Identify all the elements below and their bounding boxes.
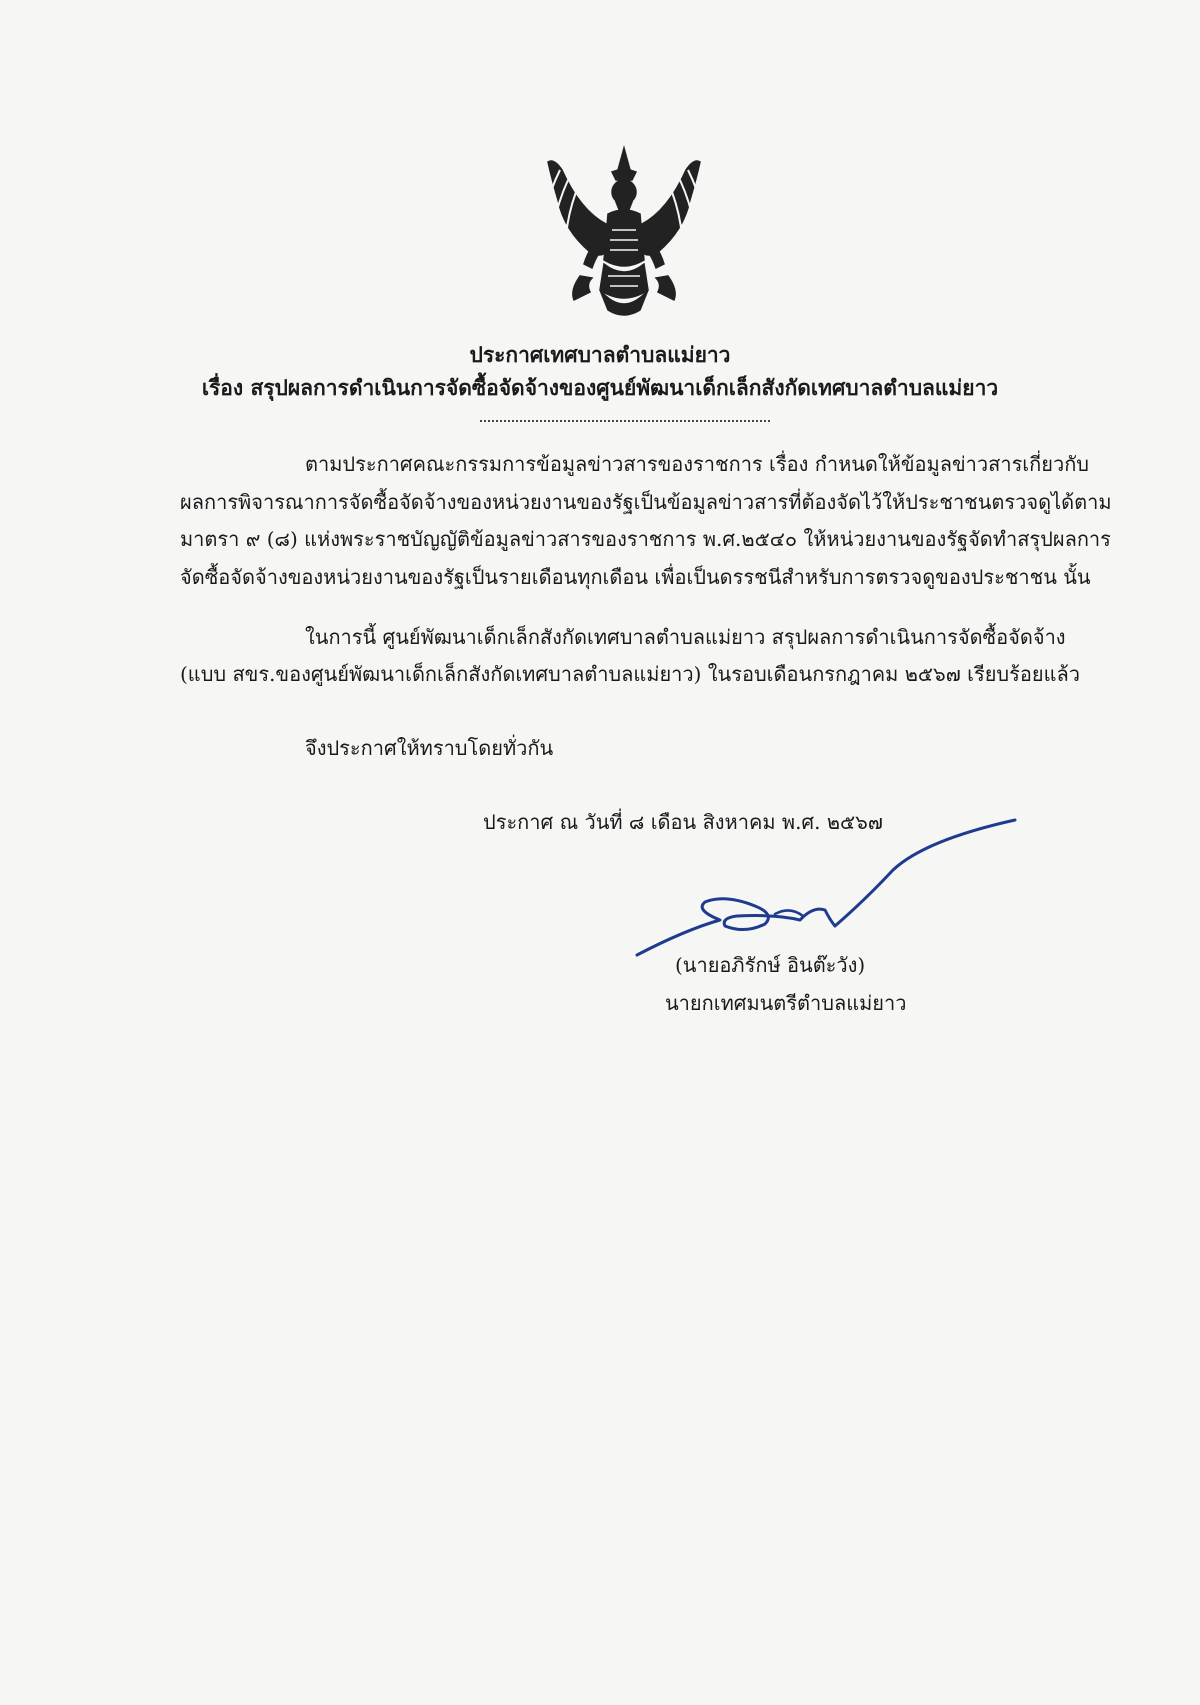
signer-name: (นายอภิรักษ์ อินต๊ะวัง) (675, 953, 866, 977)
signer-position: นายกเทศมนตรีตำบลแม่ยาว (665, 991, 907, 1015)
document-subject: เรื่อง สรุปผลการดำเนินการจัดซื้อจัดจ้างของศูนย์พัฒนาเด็กเล็กสังกัดเทศบาลตำบลแม่ยาว (201, 375, 999, 400)
paragraph1-line1: ตามประกาศคณะกรรมการข้อมูลข่าวสารของราชการ เรื่อง กำหนดให้ข้อมูลข่าวสารเกี่ยวกับ (305, 452, 1090, 476)
paragraph1-line4: จัดซื้อจัดจ้างของหน่วยงานของรัฐเป็นรายเดือนทุกเดือน เพื่อเป็นดรรชนีสำหรับการตรวจดูของประชาชน นั้น (180, 565, 1091, 589)
paragraph1-line3: มาตรา ๙ (๘) แห่งพระราชบัญญัติข้อมูลข่าวสารของราชการ พ.ศ.๒๕๔๐ ให้หน่วยงานของรัฐจัดทำสรุปผลการ (180, 527, 1111, 551)
closing-text: จึงประกาศให้ทราบโดยทั่วกัน (305, 736, 554, 760)
document-title: ประกาศเทศบาลตำบลแม่ยาว (469, 342, 731, 367)
garuda-emblem-icon (540, 140, 708, 320)
announcement-date: ประกาศ ณ วันที่ ๘ เดือน สิงหาคม พ.ศ. ๒๕๖๗ (483, 810, 883, 834)
separator-line (480, 420, 770, 422)
paragraph2-line2: (แบบ สขร.ของศูนย์พัฒนาเด็กเล็กสังกัดเทศบาลตำบลแม่ยาว) ในรอบเดือนกรกฎาคม ๒๕๖๗ เรียบร้อยแล้ว (180, 662, 1080, 686)
paragraph2-line1: ในการนี้ ศูนย์พัฒนาเด็กเล็กสังกัดเทศบาลตำบลแม่ยาว สรุปผลการดำเนินการจัดซื้อจัดจ้าง (305, 625, 1066, 649)
paragraph1-line2: ผลการพิจารณาการจัดซื้อจัดจ้างของหน่วยงานของรัฐเป็นข้อมูลข่าวสารที่ต้องจัดไว้ให้ประชาชนตรวจดูได้ตาม (180, 490, 1112, 514)
signature-scribble (625, 810, 1025, 960)
